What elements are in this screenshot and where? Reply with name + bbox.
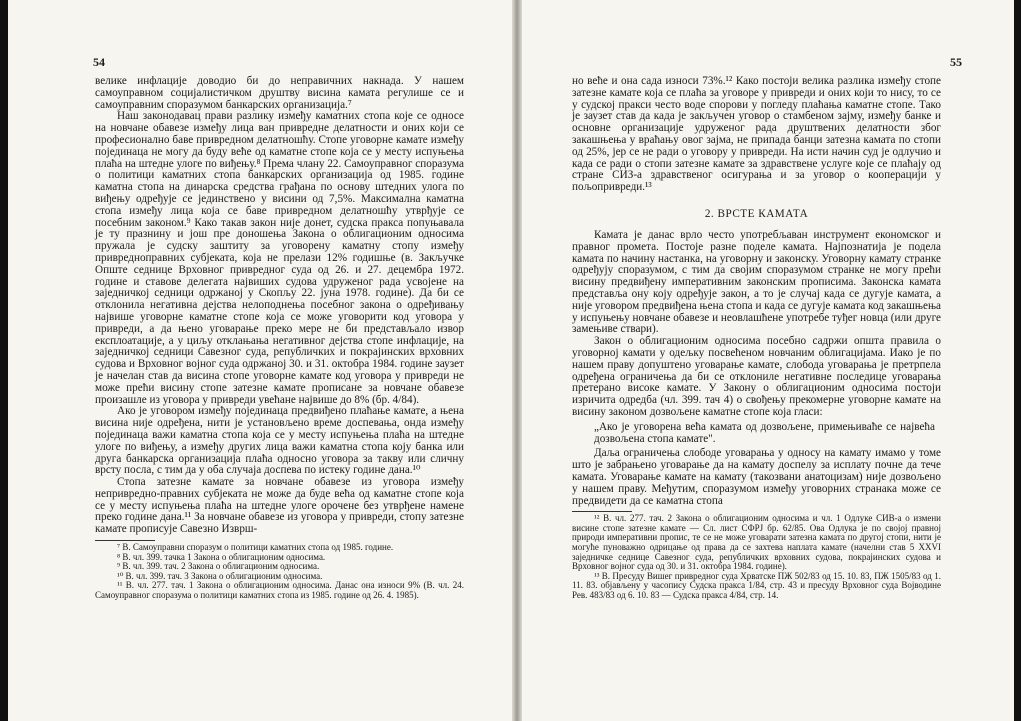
block-quote: „Ако је уговорена већа камата од дозвољене, примењиваће се највећа дозвољена стопа камате". [594, 420, 935, 445]
footnote: ⁹ В. чл. 399. тач. 2 Закона о облигационим односима. [117, 561, 320, 572]
footnote: ¹³ В. Пресуду Вишег привредног суда Хрватске ПЖ 502/83 од 15. 10. 83, ПЖ 1505/83 од 1. 11. 83. објављену у часопису Судска пракса 1/84, стр. 43 и пресуду Врховног суда Војводине Рев. 483/83 од 6. 10. 83 — Судска пракса 4/84, стр. 14. [572, 570, 941, 601]
paragraph: но веће и она сада износи 73%.¹² Како постоји велика разлика између стопе затезне камате која се плаћа за уговоре у привреди и оних који то нису, то се у судској пракси често воде спорови у погледу плаћања каматне стопе. Тако је заузет став да када је закључен уговор о стамбеном зајму, између банке и основне организације удруженог рада друштвених делатности због закашњења у враћању овог зајма, не припада банци затезна камата по стопи од 25%, јер се не ради о уговору у привреди. На исти начин суд је одлучио и када се ради о стопи затезне камате за здравствене услуге које се плаћају од стране СИЗ-а здравственог осигурања и за уговор о кооперацији у пољопривреди.¹³ [572, 75, 941, 194]
footnote: ¹¹ В. чл. 277. тач. 1 Закона о облигационим односима. Данас она износи 9% (В. чл. 24. Самоуправног споразума о политици каматних стопа из 1985. године од 26. 4. 1985). [95, 580, 464, 601]
paragraph: Наш законодавац прави разлику између каматних стопа које се односе на новчане обавезе између лица ван привредне делатности и оних који се професионално баве привредном делатношћу. Стопе уговорне камате између појединаца не могу да буду веће од каматне стопе која се у месту испуњења плаћа на штедне улоге по виђењу.⁸ Према члану 22. Самоуправног споразума о политици каматних стопа банкарских организација од 1985. године каматна стопа на динарска средства грађана по основу штедних улога по виђењу одређује се јединствено у висини од 7,5%. Максимална каматна стопа између лица која се баве привредном делатношћу утврђује се посебним законом.⁹ Како такав закон није донет, судска пракса попуњавала је ту празнину и још пре доношења Закона о облигационим односима пружала је судску заштиту за уговорену каматну стопу између привредноправних субјеката, која не прелази 12% годишње (в. Закључке Опште седнице Врховног привредног суда од 26. и 27. децембра 1972. године и ставове делегата највиших судова удруженог рада усвојене на заједничкој седници одржаној у Скопљу 22. јуна 1978. године). Да би се отклонила негативна дејства нелоподнења посебног закона о одређивању највише уговорне каматне стопе која се може уговорити код уговора у привреди, а да њено уговарање преко мере не би представљало извор експлоатације, а у циљу отклањања негативног дејства стопе инфлације, на заједничкој седници Савезног суда, републичких и покрајинских врховних судова и Врховног војног суда одржаној 30. и 31. октобра 1984. године заузет је начелан став да висина стопе уговорне камате код уговора у привреди не може прећи висину стопе затезне камате прописане за новчане обавезе произашле из уговора у привреди увећане највише до 8% (бр. 4/84). [95, 110, 464, 406]
paragraph: Стопа затезне камате за новчане обавезе из уговора између непривредно-правних субјеката не може да буде већа од каматне стопе која се у месту испуњења плаћа на штедне улоге орочене без утврђене намене преко године дана.¹¹ За новчане обавезе из уговора у привреди, стопу затезне камате прописује Савезно Изврш- [95, 476, 464, 536]
paragraph: велике инфлације доводио би до неправичних накнада. У нашем самоуправном социјалистичком друштву висина камата регулише се и самоуправним споразумом банкарских организација.⁷ [95, 75, 464, 111]
section-heading: 2. ВРСТЕ КАМАТА [704, 207, 809, 220]
paragraph: Камата је данас врло често употребљаван инструмент економског и правног промета. Постоје разне поделе камата. Најпознатија је подела камата по начину настанка, на уговорну и законску. Уговорну камату странке одређују споразумом, с тим да својим споразумом странке не могу прећи висину предвиђену императивним законским прописима. Законска камата представља ону коју одређује закон, а то је случај када се дугује камата, а није уговором предвиђена њена стопа и када се дугује камата код закашњења у испуњењу новчане обавезе и неовлашћене употребе туђег новца (или друге замењиве ствари). [572, 228, 941, 336]
footnote: ⁷ В. Самоуправни споразум о политици каматних стопа од 1985. године. [117, 542, 394, 553]
footnote: ⁸ В. чл. 399. тачка 1 Закона о облигационим односима. [117, 551, 326, 562]
paragraph: Закон о облигационим односима посебно садржи општа правила о уговорној камати у одељку посвећеном новчаним облигацијама. Иако је по нашем праву допуштено уговарање камате, слобода уговарања је претрпела одређена ограничења да би се отклониле негативне последице уговарања претерано високе камате. У Закону о облигационим односима постоји изричита одредба (чл. 399. тач 4) о свођењу прекомерне уговорне камате на висину законом дозвољене каматне стопе која гласи: [572, 335, 941, 418]
page-number: 55 [950, 55, 962, 69]
left-text-column [95, 76, 464, 601]
footnote-separator [95, 540, 155, 541]
left-page [8, 0, 516, 721]
page-number: 54 [93, 55, 105, 69]
footnote: ¹⁰ В. чл. 399. тач. 3 Закона о облигационим односима. [117, 570, 323, 581]
footnote: ¹² В. чл. 277. тач. 2 Закона о облигационим односима и чл. 1 Одлуке СИВ-а о измени висине стопе затезне камате — Сл. лист СФРЈ бр. 62/85. Ова Одлука је по својој правној природи императивни пропис, те се не може уговарати затезна камата по другој стопи, нити је могуће пуноважно одрицање од права да се захтева наплата камате (начелни став 5 XXVI заједничке седнице Савезног суда, републичких врховних судова, покрајинских судова и Врховног војног суда од 30. и 31. октобра 1984. године). [572, 513, 941, 572]
paragraph: Даља ограничења слободе уговарања у односу на камату имамо у томе што је забрањено уговарање да на камату доспелу за исплату почне да тече камата. Уговарање камате на камату (такозвани анатоцизам) није дозвољено у нашем праву. Међутим, споразумом између уговорних странака може се предвидети да се каматна стопа [572, 447, 941, 507]
right-page [518, 0, 1014, 721]
paragraph: Ако је уговором између појединаца предвиђено плаћање камате, а њена висина није одређена, нити је установљено време доспевања, онда између појединаца важи каматна стопа која се у месту испуњења плаћа на штедне улоге по виђењу, а између других лица важи каматна стопа коју банка или друга банкарска организација плаћа односно уговора за такву или сличну врсту посла, с тим да у оба случаја доспева по истеку године дана.¹⁰ [95, 405, 464, 477]
footnotes [95, 543, 464, 601]
footnotes [572, 514, 941, 600]
footnote-separator [572, 511, 632, 512]
right-text-column [572, 76, 941, 601]
